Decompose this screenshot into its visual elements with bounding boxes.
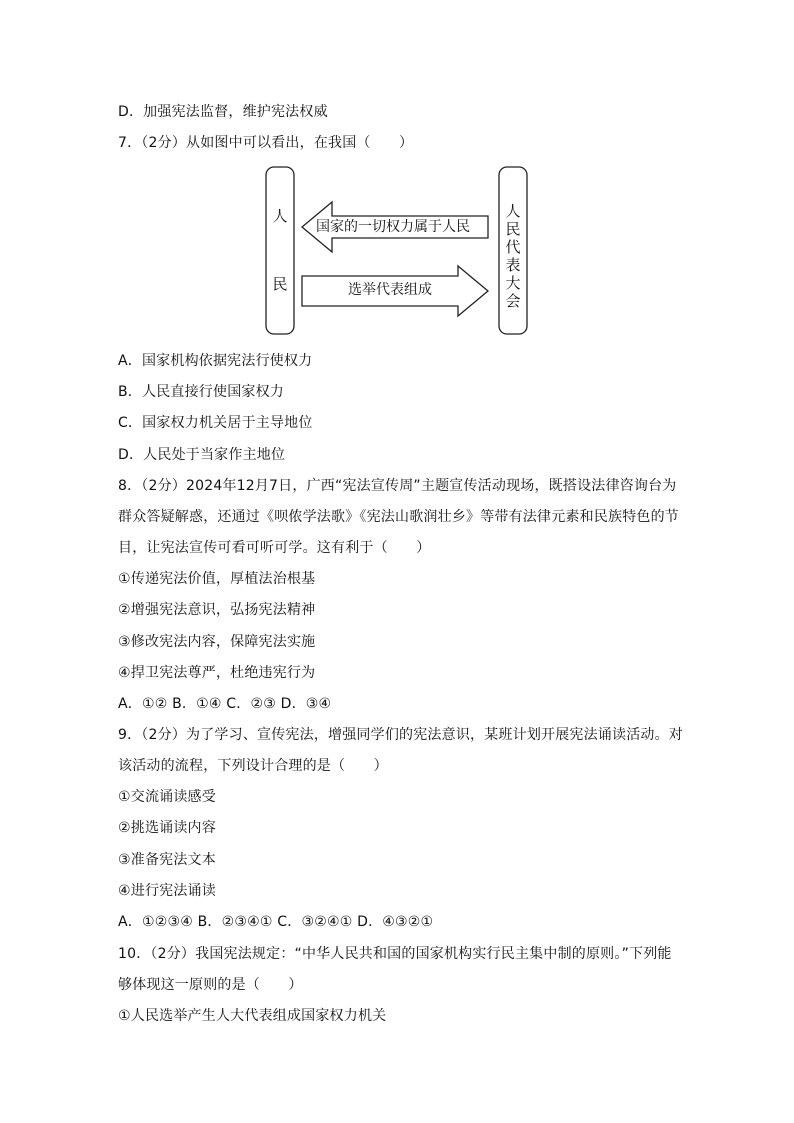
q8-item-4: ④捍卫宪法尊严，杜绝违宪行为	[118, 665, 316, 681]
people-box	[266, 167, 294, 334]
q9-stem-line-1: 9．（2分）为了学习、宣传宪法，增强同学们的宪法意识，某班计划开展宪法诵读活动。对	[118, 727, 684, 743]
bottom-arrow-label: 选举代表组成	[348, 282, 432, 298]
q8-stem-line-2: 群众答疑解惑，还通过《呗侬学法歌》《宪法山歌润壮乡》等带有法律元素和民族特色的节	[118, 509, 679, 525]
q7-diagram	[264, 165, 530, 337]
people-label-2: 民	[272, 275, 288, 293]
q8-stem-line-1: 8．（2分）2024年12月7日，广西“宪法宣传周”主题宣传活动现场，既搭设法律咨询台为	[118, 478, 677, 494]
q9-item-1: ①交流诵读感受	[118, 789, 216, 805]
q8-item-3: ③修改宪法内容，保障宪法实施	[118, 634, 316, 650]
q9-item-2: ②挑选诵读内容	[118, 820, 216, 836]
q7-option-d: D．人民处于当家作主地位	[118, 447, 286, 463]
q9-item-3: ③准备宪法文本	[118, 852, 216, 868]
q6-option-d: D．加强宪法监督，维护宪法权威	[118, 104, 328, 120]
diagram-shapes	[264, 165, 530, 337]
q7-option-c: C．国家权力机关居于主导地位	[118, 415, 313, 431]
q10-stem-line-1: 10．（2分）我国宪法规定：“中华人民共和国的国家机构实行民主集中制的原则。”下列能	[118, 946, 672, 962]
q7-option-b: B．人民直接行使国家权力	[118, 384, 285, 400]
top-arrow-label: 国家的一切权力属于人民	[316, 219, 470, 235]
q9-item-4: ④进行宪法诵读	[118, 883, 216, 899]
q8-item-1: ①传递宪法价值，厚植法治根基	[118, 571, 316, 587]
q7-stem: 7．（2分）从如图中可以看出，在我国（ ）	[118, 135, 414, 151]
q9-stem-line-2: 该活动的流程，下列设计合理的是（ ）	[118, 758, 388, 774]
q8-answers: A．①② B．①④ C．②③ D．③④	[118, 696, 332, 712]
q10-item-1: ①人民选举产生人大代表组成国家权力机关	[118, 1008, 387, 1024]
people-label-1: 人	[272, 207, 288, 225]
q10-stem-line-2: 够体现这一原则的是（ ）	[118, 977, 303, 993]
q8-stem-line-3: 目，让宪法宣传可看可听可学。这有利于（ ）	[118, 540, 431, 556]
q7-option-a: A．国家机构依据宪法行使权力	[118, 353, 313, 369]
q9-answers: A．①②③④ B．②③④① C．③②④① D．④③②①	[118, 914, 434, 930]
npc-label: 人民代表大会	[505, 202, 521, 310]
q8-item-2: ②增强宪法意识，弘扬宪法精神	[118, 602, 316, 618]
